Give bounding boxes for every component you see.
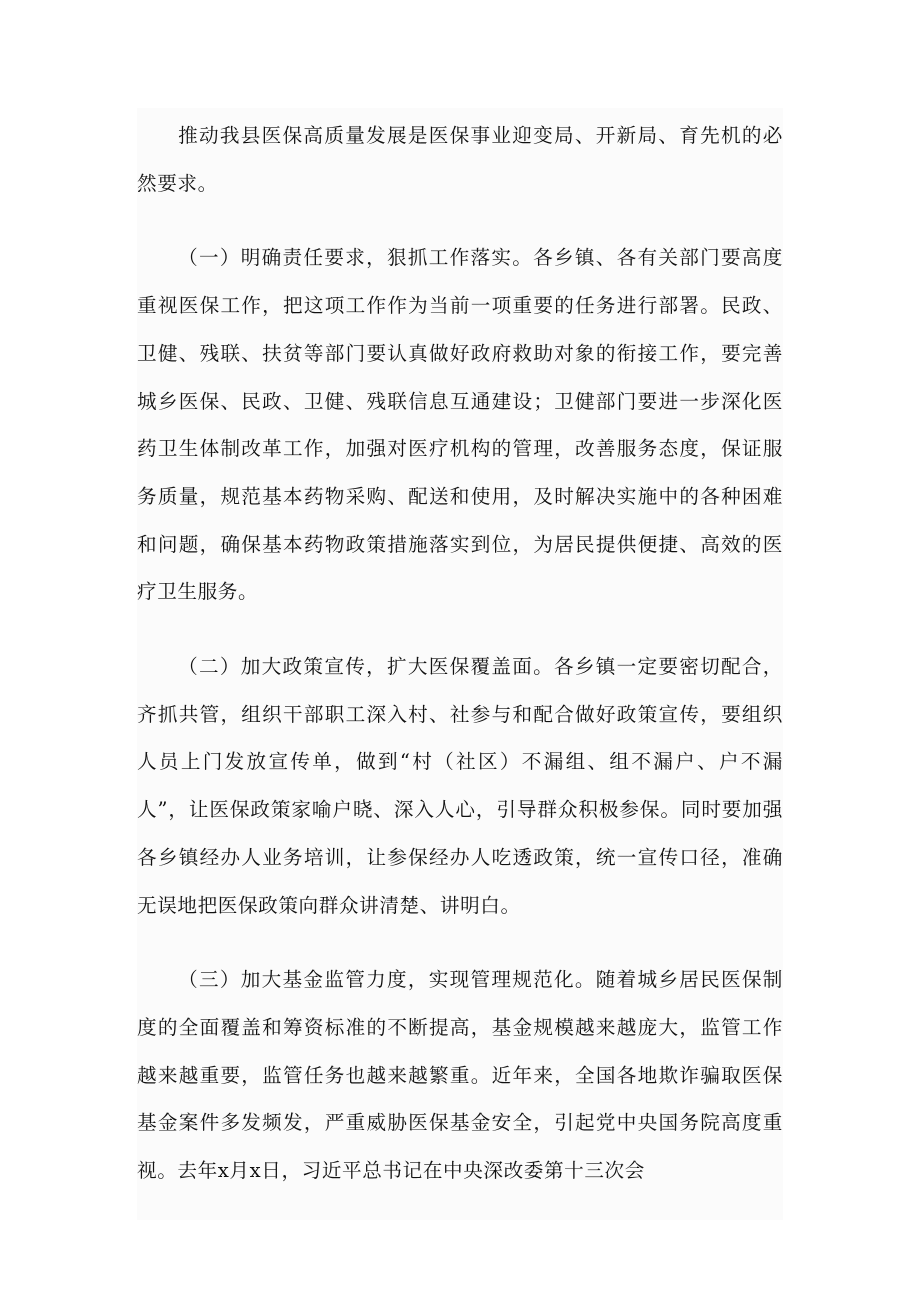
paragraph-gap	[137, 616, 783, 643]
document-page	[137, 108, 783, 1220]
paragraph-section-3: （三）加大基金监管力度，实现管理规范化。随着城乡居民医保制度的全面覆盖和筹资标准的不断提高，基金规模越来越庞大，监管工作越来越重要，监管任务也越来越繁重。近年来，全国各地欺诈骗取医保基金案件多发频发，严重威胁医保基金安全，引起党中央国务院高度重视。去年x月x日，习近平总书记在中央深改委第十三次会	[137, 968, 783, 1183]
paragraph-section-1: （一）明确责任要求，狠抓工作落实。各乡镇、各有关部门要高度重视医保工作，把这项工作作为当前一项重要的任务进行部署。民政、卫健、残联、扶贫等部门要认真做好政府救助对象的衔接工作，要完善城乡医保、民政、卫健、残联信息互通建设；卫健部门要进一步深化医药卫生体制改革工作，加强对医疗机构的管理，改善服务态度，保证服务质量，规范基本药物采购、配送和使用，及时解决实施中的各种困难和问题，确保基本药物政策措施落实到位，为居民提供便捷、高效的医疗卫生服务。	[137, 246, 783, 604]
paragraph-gap	[137, 207, 783, 234]
paragraph-gap	[137, 929, 783, 956]
paragraph-intro: 推动我县医保高质量发展是医保事业迎变局、开新局、育先机的必然要求。	[137, 124, 783, 195]
paragraph-section-2: （二）加大政策宣传，扩大医保覆盖面。各乡镇一定要密切配合，齐抓共管，组织干部职工深入村、社参与和配合做好政策宣传，要组织人员上门发放宣传单，做到“村（社区）不漏组、组不漏户、户不漏人”，让医保政策家喻户晓、深入人心，引导群众积极参保。同时要加强各乡镇经办人业务培训，让参保经办人吃透政策，统一宣传口径，准确无误地把医保政策向群众讲清楚、讲明白。	[137, 655, 783, 917]
